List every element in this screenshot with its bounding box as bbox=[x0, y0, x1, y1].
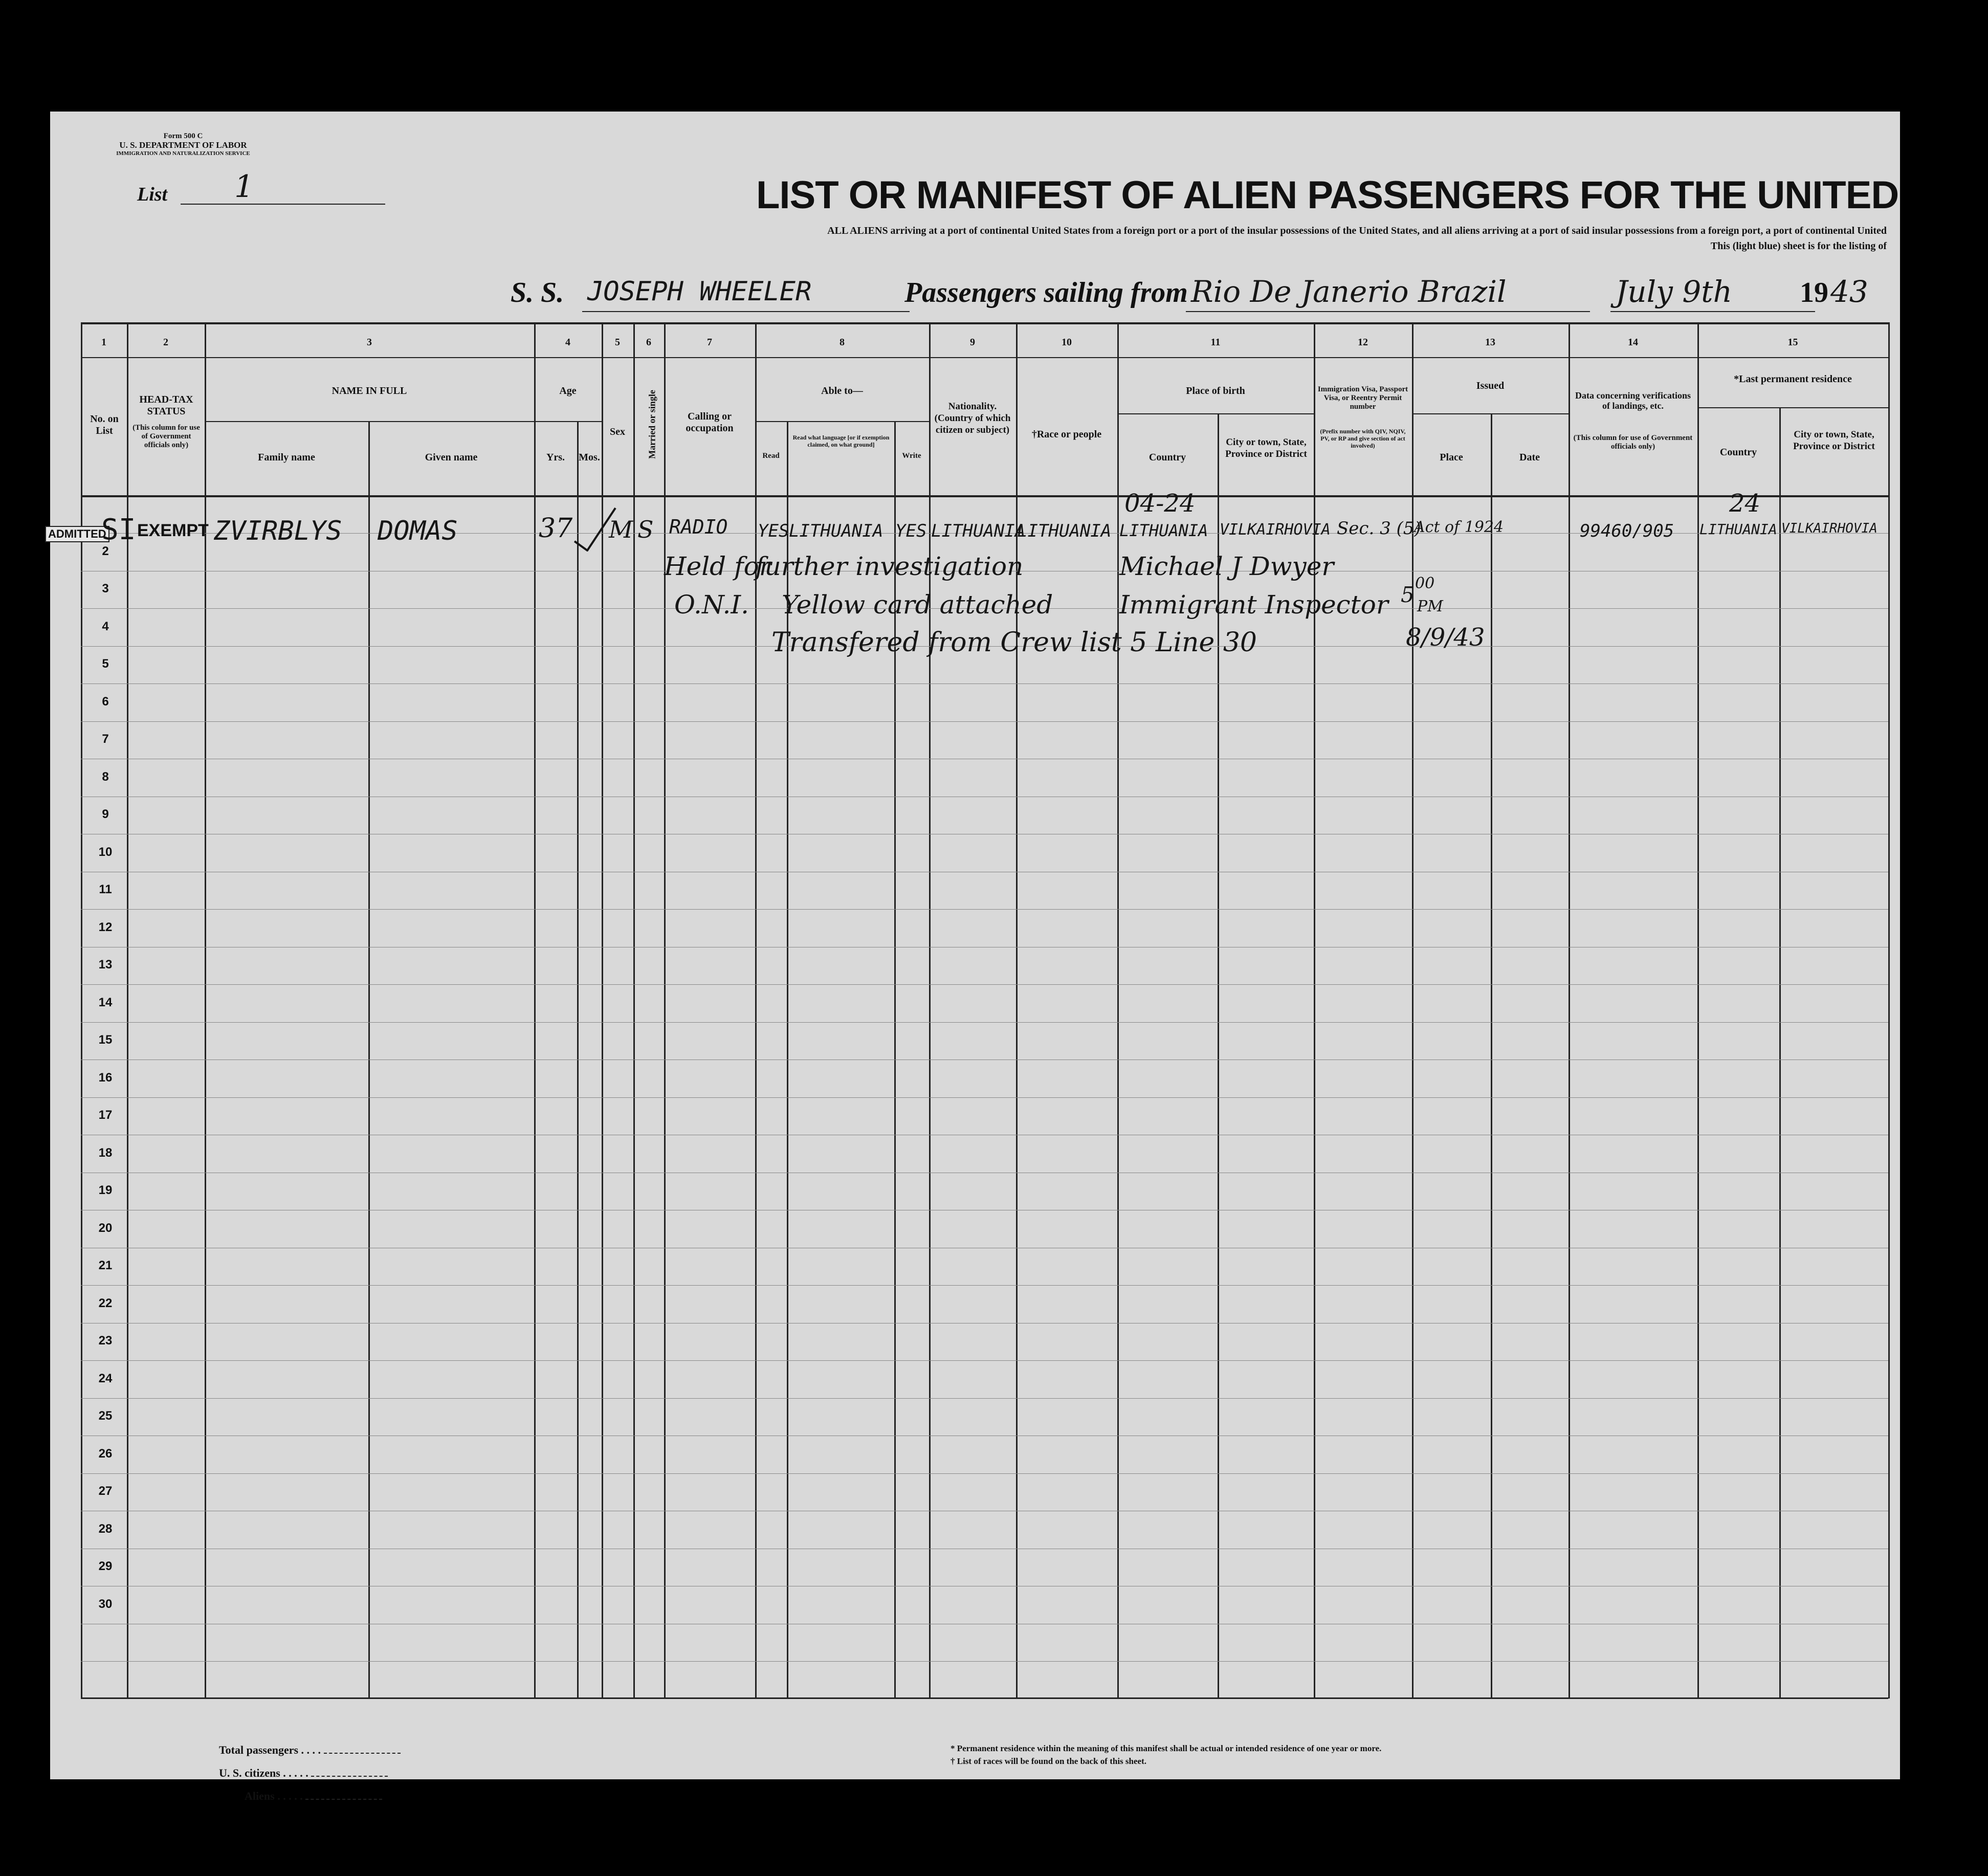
row-number: 5 bbox=[102, 657, 109, 671]
row-number: 4 bbox=[102, 620, 109, 633]
note-yellow-card: Yellow card attached bbox=[782, 590, 1053, 620]
sailing-date: July 9th bbox=[1616, 274, 1732, 309]
col-number-2: 2 bbox=[163, 337, 168, 348]
col-number-4: 4 bbox=[565, 337, 570, 348]
subheader-line bbox=[755, 421, 929, 422]
row-divider bbox=[81, 1473, 1888, 1474]
header-issued-date: Date bbox=[1519, 452, 1540, 463]
note-oni: O.N.I. bbox=[674, 590, 749, 620]
row-number: 22 bbox=[98, 1296, 113, 1310]
row-number: 10 bbox=[98, 845, 113, 859]
col-number-10: 10 bbox=[1062, 337, 1072, 348]
row-number: 29 bbox=[98, 1559, 113, 1573]
row-number: 2 bbox=[102, 544, 109, 558]
entry-issued-place: Act of 1924 bbox=[1414, 518, 1504, 536]
note-officer-name: Michael J Dwyer bbox=[1119, 551, 1334, 581]
col-number-1: 1 bbox=[101, 337, 106, 348]
row-number: 8 bbox=[102, 770, 109, 784]
col-divider bbox=[1888, 322, 1890, 1698]
subheader-line bbox=[205, 421, 602, 422]
entry-write: YES bbox=[895, 521, 927, 541]
entry-visa: Sec. 3 (5) bbox=[1337, 518, 1421, 539]
service-name: IMMIGRATION AND NATURALIZATION SERVICE bbox=[116, 150, 250, 157]
header-data-concerning: Data concerning verifications of landings, etc. bbox=[1575, 390, 1691, 411]
col-number-15: 15 bbox=[1787, 337, 1798, 348]
col-divider bbox=[1779, 407, 1781, 1698]
footer-note-residence: * Permanent residence within the meaning of this manifest shall be actual or intended residence of one year or more. bbox=[951, 1743, 1382, 1753]
entry-birth-country-note: 04-24 bbox=[1124, 489, 1196, 518]
date-underline bbox=[1610, 311, 1815, 312]
note-transferred: Transfered from Crew list 5 Line 30 bbox=[771, 627, 1257, 658]
entry-line-number: SI bbox=[101, 513, 136, 546]
row-number: 12 bbox=[98, 920, 113, 934]
page-title: LIST OR MANIFEST OF ALIEN PASSENGERS FOR THE UNITED bbox=[756, 173, 1899, 217]
row-divider bbox=[81, 683, 1888, 684]
row-number: 17 bbox=[98, 1108, 113, 1122]
entry-res-country-note: 24 bbox=[1729, 489, 1761, 518]
col-number-3: 3 bbox=[367, 337, 372, 348]
row-divider bbox=[81, 1097, 1888, 1098]
col-divider bbox=[534, 322, 536, 1698]
header-head-tax: HEAD-TAX STATUS bbox=[139, 394, 193, 417]
form-header bbox=[91, 132, 275, 158]
header-visa: Immigration Visa, Passport Visa, or Reentry Permit number bbox=[1317, 385, 1408, 411]
form-number: Form 500 C bbox=[163, 132, 203, 140]
row-divider bbox=[81, 909, 1888, 910]
header-months: Mos. bbox=[579, 452, 600, 463]
note-date-stamp: 8/9/43 bbox=[1406, 623, 1485, 652]
entry-birth-country: LITHUANIA bbox=[1119, 521, 1208, 540]
entry-nationality: LITHUANIA bbox=[931, 521, 1026, 541]
header-last-residence: *Last permanent residence bbox=[1734, 373, 1852, 385]
entry-language: LITHUANIA bbox=[789, 521, 883, 541]
header-read-language: Read what language [or if exemption claimed, on what ground] bbox=[792, 434, 890, 448]
row-number: 30 bbox=[98, 1597, 113, 1611]
row-divider bbox=[81, 1360, 1888, 1361]
subtitle-line-1: ALL ALIENS arriving at a port of continental United States from a foreign port or a port of the insular possessions of the United States, and all aliens arriving at a port of said insular possessions from a foreign port, a port of continental United bbox=[827, 225, 1887, 236]
entry-race: LITHUANIA bbox=[1017, 521, 1112, 541]
row-number: 13 bbox=[98, 958, 113, 972]
list-number: 1 bbox=[234, 169, 254, 205]
row-number: 28 bbox=[98, 1522, 113, 1536]
row-number: 7 bbox=[102, 732, 109, 746]
header-visa-note: (Prefix number with QIV, NQIV, PV, or RP and give section of act involved) bbox=[1320, 428, 1406, 449]
aliens-label: Aliens bbox=[245, 1790, 275, 1802]
header-married-or-single: Married or single bbox=[647, 390, 657, 459]
header-head-tax-note: (This column for use of Government officials only) bbox=[132, 424, 200, 449]
col-number-6: 6 bbox=[646, 337, 651, 348]
entry-given-name: DOMAS bbox=[378, 516, 458, 546]
subtitle-line-2: This (light blue) sheet is for the listing of bbox=[1710, 240, 1887, 252]
row-number: 25 bbox=[98, 1409, 113, 1423]
col-divider bbox=[633, 322, 635, 1698]
footer-us-citizens: U. S. citizens . . . . . bbox=[219, 1767, 388, 1780]
manifest-sheet bbox=[48, 112, 1900, 1802]
ship-name: JOSEPH WHEELER bbox=[587, 276, 812, 307]
row-number: 26 bbox=[98, 1447, 113, 1461]
row-number: 27 bbox=[98, 1484, 113, 1498]
entry-head-tax: EXEMPT bbox=[137, 521, 209, 540]
col-divider bbox=[1117, 322, 1119, 1698]
note-time-minutes: 00 bbox=[1415, 575, 1435, 592]
header-issued-place: Place bbox=[1440, 452, 1463, 463]
sailing-port: Rio De Janerio Brazil bbox=[1191, 274, 1507, 309]
header-write: Write bbox=[902, 452, 921, 460]
entry-verification: 99460/905 bbox=[1580, 521, 1674, 541]
col-number-7: 7 bbox=[707, 337, 712, 348]
total-passengers-label: Total passengers bbox=[219, 1743, 299, 1756]
col-divider bbox=[1697, 322, 1699, 1698]
row-number: 16 bbox=[98, 1071, 113, 1085]
header-birth-country: Country bbox=[1148, 452, 1186, 463]
year-suffix: 43 bbox=[1830, 274, 1868, 309]
department-name: U. S. DEPARTMENT OF LABOR bbox=[119, 140, 247, 150]
column-number-row-border bbox=[81, 357, 1888, 358]
list-label: List bbox=[137, 184, 168, 205]
header-given-name: Given name bbox=[425, 452, 478, 463]
header-race: †Race or people bbox=[1031, 429, 1102, 440]
entry-birth-city: VILKAIRHOVIA bbox=[1220, 521, 1331, 539]
col-divider bbox=[664, 322, 666, 1698]
entry-res-country: LITHUANIA bbox=[1699, 521, 1777, 538]
col-number-11: 11 bbox=[1210, 337, 1221, 348]
row-number: 20 bbox=[98, 1221, 113, 1235]
port-underline bbox=[1186, 311, 1590, 312]
header-name-in-full: NAME IN FULL bbox=[332, 385, 407, 396]
entry-family-name: ZVIRBLYS bbox=[214, 516, 342, 546]
sailing-label: Passengers sailing from bbox=[904, 277, 1188, 308]
col-number-14: 14 bbox=[1628, 337, 1638, 348]
header-years: Yrs. bbox=[546, 452, 565, 463]
note-held-for: Held for bbox=[664, 551, 771, 581]
col-divider bbox=[1491, 413, 1492, 1698]
header-sex: Sex bbox=[610, 426, 625, 437]
row-number: 23 bbox=[98, 1334, 113, 1348]
row-divider bbox=[81, 1022, 1888, 1023]
col-number-13: 13 bbox=[1485, 337, 1495, 348]
header-bottom-border bbox=[81, 495, 1888, 497]
header-res-city: City or town, State, Province or District bbox=[1793, 429, 1875, 452]
header-family-name: Family name bbox=[258, 452, 315, 463]
row-divider bbox=[81, 721, 1888, 722]
row-number: 14 bbox=[98, 996, 113, 1009]
table-bottom-border bbox=[81, 1697, 1888, 1699]
ss-label: S. S. bbox=[511, 277, 564, 308]
footer-total-passengers: Total passengers . . . . bbox=[219, 1743, 401, 1757]
row-divider bbox=[81, 1285, 1888, 1286]
header-place-of-birth: Place of birth bbox=[1186, 385, 1245, 396]
list-number-underline bbox=[181, 204, 385, 205]
us-citizens-label: U. S. citizens bbox=[219, 1767, 280, 1779]
note-inspector-title: Immigrant Inspector bbox=[1119, 590, 1388, 620]
note-time-hour: 5 bbox=[1401, 582, 1415, 607]
entry-occupation: RADIO bbox=[669, 516, 728, 538]
header-data-note: (This column for use of Government officials only) bbox=[1573, 434, 1693, 451]
col-divider bbox=[755, 322, 757, 1698]
row-number: 21 bbox=[98, 1259, 113, 1272]
row-number: 18 bbox=[98, 1146, 113, 1160]
subheader-line bbox=[1412, 413, 1569, 414]
note-time-pm: PM bbox=[1417, 598, 1443, 615]
entry-sex: M bbox=[609, 516, 633, 543]
col-number-12: 12 bbox=[1358, 337, 1368, 348]
entry-read: YES bbox=[758, 521, 789, 541]
subheader-line bbox=[1117, 413, 1314, 414]
header-birth-city: City or town, State, Province or District bbox=[1225, 437, 1307, 459]
row-number: 6 bbox=[102, 695, 109, 709]
entry-age-years: 37 bbox=[539, 513, 573, 544]
row-number: 15 bbox=[98, 1033, 113, 1047]
ship-underline bbox=[582, 311, 910, 312]
col-number-5: 5 bbox=[615, 337, 620, 348]
row-number: 24 bbox=[98, 1372, 113, 1385]
year-prefix: 19 bbox=[1800, 277, 1828, 308]
header-res-country: Country bbox=[1719, 447, 1757, 458]
header-no-on-list: No. on List bbox=[90, 413, 119, 436]
col-divider bbox=[1569, 322, 1570, 1698]
header-calling: Calling or occupation bbox=[686, 411, 734, 434]
header-age: Age bbox=[559, 385, 577, 396]
row-number: 11 bbox=[99, 882, 112, 896]
footer-note-races: † List of races will be found on the back of this sheet. bbox=[951, 1756, 1146, 1766]
subheader-line bbox=[1697, 407, 1888, 408]
header-read: Read bbox=[762, 452, 780, 460]
admitted-stamp: ADMITTED bbox=[45, 526, 109, 542]
entry-marital: S bbox=[637, 516, 654, 543]
col-divider bbox=[929, 322, 931, 1698]
row-number: 3 bbox=[102, 582, 109, 595]
header-able-to: Able to— bbox=[821, 385, 863, 396]
header-nationality: Nationality. (Country of which citizen or subject) bbox=[934, 401, 1011, 435]
row-number: 19 bbox=[98, 1183, 113, 1197]
col-number-8: 8 bbox=[840, 337, 845, 348]
footer-aliens: Aliens . . . . . bbox=[245, 1790, 382, 1803]
row-divider bbox=[81, 1398, 1888, 1399]
row-number: 9 bbox=[102, 807, 109, 821]
row-divider bbox=[81, 984, 1888, 985]
entry-res-city: VILKAIRHOVIA bbox=[1781, 521, 1877, 536]
table-top-border bbox=[81, 322, 1888, 324]
header-issued: Issued bbox=[1476, 380, 1505, 391]
row-divider bbox=[81, 1661, 1888, 1662]
note-further-investigation: further investigation bbox=[755, 551, 1024, 581]
col-number-9: 9 bbox=[970, 337, 975, 348]
